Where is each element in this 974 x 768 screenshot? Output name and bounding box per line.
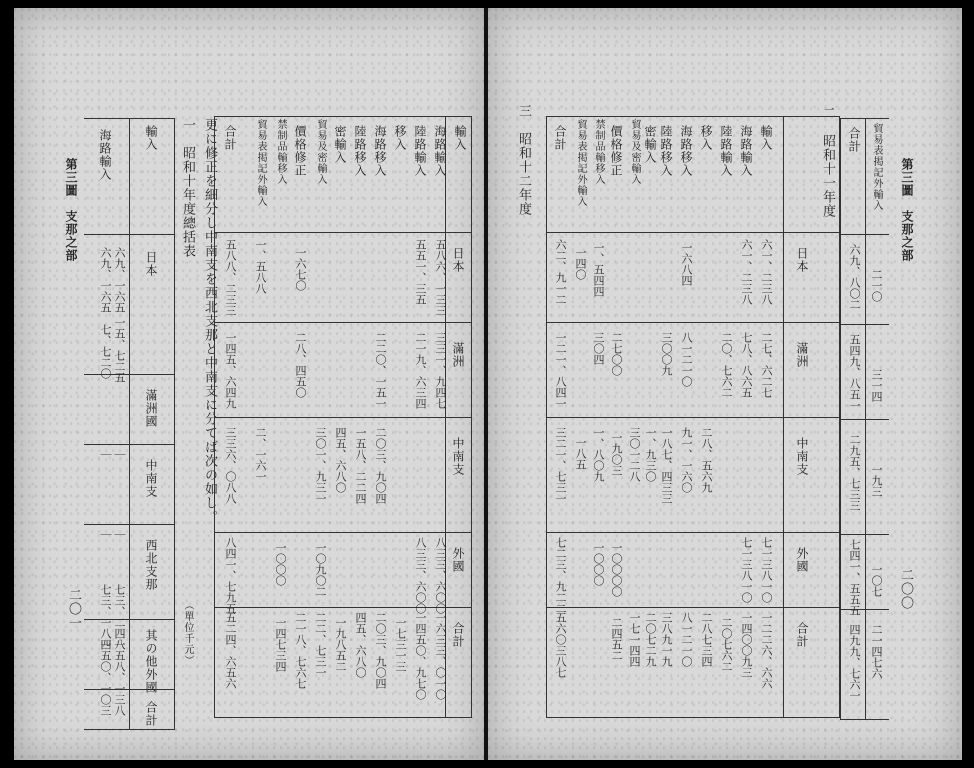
central-cell-9: 三三六、〇八八 bbox=[224, 427, 237, 504]
t2-central-3: 一、九三〇 bbox=[644, 427, 657, 482]
t2-total-9: 五六〇三八七 bbox=[554, 612, 567, 678]
row-label-0: 輸入 bbox=[453, 125, 467, 151]
foreign-cell-6: 一〇〇〇 bbox=[274, 542, 287, 586]
row-label-11: 合計 bbox=[223, 125, 237, 151]
col-header-4: 合計 bbox=[451, 622, 465, 648]
central-cell-0: 二〇三、九〇四 bbox=[374, 427, 387, 504]
total-cell-5: 一九八五二 bbox=[334, 617, 347, 672]
t2-japan-1: 六一、二三八 bbox=[740, 239, 753, 305]
col-header-0: 日本 bbox=[451, 247, 465, 273]
row-label-6: 密輸入 bbox=[333, 125, 347, 164]
japan-cell-9: 五八八、二三三 bbox=[224, 239, 237, 316]
right-top-misc-manchuria: 三一四 bbox=[870, 369, 883, 402]
t2-central-7: 一八五 bbox=[574, 437, 587, 470]
left-running-header: 第三圖 支那之部 bbox=[64, 158, 78, 262]
t2-foreign-8: 七二三、九二二 bbox=[554, 537, 567, 614]
t2-total-5: 三八九一九 bbox=[660, 612, 673, 667]
t2-total-2: 二〇七六二 bbox=[720, 617, 733, 672]
row-label-7: 貿易及密輸入 bbox=[315, 119, 326, 185]
t2-japan-7: 一四〇 bbox=[574, 247, 587, 280]
col-header-2: 中南支 bbox=[451, 437, 465, 476]
right-top-total-japan: 六九、八〇二 bbox=[848, 244, 861, 310]
col-header-3: 外國 bbox=[451, 547, 465, 573]
t2-central-5: 一九〇三 bbox=[610, 432, 623, 476]
t2-col-header-4: 合計 bbox=[795, 622, 809, 648]
t2-manchuria-8: 一二一、八四一 bbox=[554, 332, 567, 409]
section-title-1: 一 昭和十年度總括表 bbox=[180, 118, 195, 258]
col-header-manchukuo: 滿洲國 bbox=[144, 389, 158, 428]
row-label-import: 輸入 bbox=[144, 125, 158, 151]
t2-col-header-3: 外國 bbox=[795, 547, 809, 573]
total-cell-9: 五二四、六五六 bbox=[224, 612, 237, 689]
t2-central-2: 一八七、四三三 bbox=[660, 427, 673, 504]
foreign-cell-1: 八三三、六〇〇 bbox=[414, 537, 427, 614]
right-top-table bbox=[840, 118, 889, 720]
total-cell-7: 二一八、七六七 bbox=[294, 612, 307, 689]
cell-total-central: ｜ bbox=[113, 449, 126, 460]
col-header-other-foreign: 其の他外國 bbox=[144, 629, 158, 694]
t2-foreign-0: 七一三八一〇 bbox=[760, 537, 773, 603]
col-header-1: 滿洲 bbox=[451, 342, 465, 368]
row-label-3: 移入 bbox=[393, 125, 407, 151]
right-top-misc-total: 二一四七六 bbox=[870, 624, 883, 679]
cell-sea-japan: 六九、一六五 bbox=[99, 247, 112, 313]
right-top-total-total: 四九九、七六一 bbox=[848, 624, 861, 701]
t2-row-label-1: 海路輸入 bbox=[739, 125, 753, 177]
body-text-line: 更に修正を細分し中南支を西北支那と中南支に分てば次の如し。 bbox=[202, 118, 217, 524]
col-header-central-south: 中南支 bbox=[144, 459, 158, 498]
right-page bbox=[488, 8, 962, 760]
central-cell-3: 三〇一、九三一 bbox=[314, 427, 327, 504]
t2-japan-6: 一、五四四 bbox=[592, 242, 605, 297]
cell-sea-manchukuo: 七、七二〇 bbox=[99, 324, 112, 379]
total-cell-8: 一四七三四 bbox=[274, 617, 287, 672]
col-header-total: 合計 bbox=[144, 701, 158, 727]
total-cell-6: 二二、七三一 bbox=[314, 612, 327, 678]
section-three-title: 三 昭和十二年度 bbox=[516, 104, 531, 216]
t2-manchuria-2: 二〇、七六二 bbox=[720, 332, 733, 398]
right-top-misc-foreign: 一〇七 bbox=[870, 564, 883, 597]
right-top-row-label-total: 合計 bbox=[847, 127, 861, 153]
t2-total-4: 八一二一〇 bbox=[680, 612, 693, 667]
row-label-5: 陸路移入 bbox=[353, 125, 367, 177]
t2-total-0: 一二二六、六六 bbox=[760, 612, 773, 689]
col-header-northwest: 西北支那 bbox=[144, 539, 158, 591]
t2-total-6: 二〇七二九 bbox=[644, 612, 657, 667]
manchuria-cell-4: 二二〇、一五一 bbox=[374, 332, 387, 409]
left-top-table bbox=[84, 118, 175, 730]
right-top-row-label-misc: 貿易表掲記外輸入 bbox=[871, 123, 882, 211]
t2-col-header-1: 滿洲 bbox=[795, 342, 809, 368]
japan-cell-1: 五五一、三五 bbox=[414, 239, 427, 305]
t2-col-header-2: 中南支 bbox=[795, 437, 809, 476]
unit-note: （單位千元） bbox=[182, 600, 193, 666]
t2-total-7: 一七一四四 bbox=[628, 612, 641, 667]
manchuria-cell-6: 二八、四五〇 bbox=[294, 332, 307, 398]
row-label-1: 海路輸入 bbox=[433, 125, 447, 177]
total-cell-0: 一六三三、〇一〇 bbox=[434, 612, 447, 700]
t2-manchuria-3: 八一二一〇 bbox=[680, 332, 693, 387]
japan-cell-7: 一、五八八 bbox=[254, 239, 267, 294]
foreign-cell-4: 一〇九〇二 bbox=[314, 542, 327, 597]
t2-row-label-11: 合計 bbox=[553, 125, 567, 151]
left-page-number: 二〇一 bbox=[66, 588, 81, 630]
japan-cell-0: 五八六、一三三 bbox=[434, 239, 447, 316]
t2-foreign-1: 七一三八一〇 bbox=[740, 537, 753, 603]
t2-row-label-4: 海路移入 bbox=[679, 125, 693, 177]
cell-sea-central: ｜ bbox=[99, 449, 112, 460]
row-label-10: 貿易表掲記外輸入 bbox=[255, 119, 266, 207]
foreign-cell-9: 八四一、七九五 bbox=[224, 537, 237, 614]
t2-total-1: 一四〇〇九三 bbox=[740, 612, 753, 678]
manchuria-cell-1: 二一九、六三四 bbox=[414, 332, 427, 409]
t2-total-3: 二八七三四 bbox=[700, 612, 713, 667]
row-label-9: 禁制品輸移入 bbox=[275, 119, 286, 185]
cell-sea-total: 一五〇、一〇三 bbox=[99, 639, 112, 716]
row-label-sea-import: 海路輸入 bbox=[98, 129, 112, 181]
t2-foreign-4: 一〇〇〇〇 bbox=[610, 542, 623, 597]
t2-row-label-3: 移入 bbox=[699, 125, 713, 151]
t2-manchuria-7: 三〇四 bbox=[592, 332, 605, 365]
central-cell-2: 四五、六八〇 bbox=[334, 427, 347, 493]
t2-row-label-10: 貿易表掲記外輸入 bbox=[575, 119, 586, 207]
right-top-total-central: 二九五、七三三 bbox=[848, 434, 861, 511]
cell-sea-other: 七三、一八四 bbox=[99, 584, 112, 650]
cell-total-northwest: ｜ bbox=[113, 529, 126, 540]
manchuria-cell-9: 一四五、六四九 bbox=[224, 332, 237, 409]
manchuria-cell-0: 三三一、九四七 bbox=[434, 332, 447, 409]
t2-row-label-0: 輸入 bbox=[759, 125, 773, 151]
t2-japan-4: 一六八四 bbox=[680, 242, 693, 286]
foreign-cell-0: 八三三、六〇〇 bbox=[434, 537, 447, 614]
right-top-total-foreign: 七四一、五五五 bbox=[848, 539, 861, 616]
t2-row-label-9: 禁制品輸移入 bbox=[593, 119, 604, 185]
total-cell-4: 四五、六八〇 bbox=[354, 612, 367, 678]
t2-row-label-8: 價格修正 bbox=[609, 125, 623, 177]
right-running-header: 第三圖 支那之部 bbox=[900, 158, 914, 262]
t2-central-4: 三〇一二八 bbox=[628, 427, 641, 482]
total-cell-1: 一四五〇、九七〇 bbox=[414, 612, 427, 700]
t2-manchuria-4: 三〇〇九 bbox=[660, 332, 673, 376]
t2-row-label-5: 陸路移入 bbox=[659, 125, 673, 177]
right-main-table bbox=[546, 116, 840, 718]
t2-row-label-2: 陸路輸入 bbox=[719, 125, 733, 177]
t2-col-header-0: 日本 bbox=[795, 247, 809, 273]
section-two-title: 二 昭和十一年度 bbox=[820, 106, 835, 218]
row-label-2: 陸路輸入 bbox=[413, 125, 427, 177]
t2-foreign-6: 一〇〇〇 bbox=[592, 542, 605, 586]
cell-sea-northwest: ｜ bbox=[99, 529, 112, 540]
left-page bbox=[14, 8, 484, 760]
cell-total-other: 七三、二四八 bbox=[113, 584, 126, 650]
t2-row-label-6: 密輸入 bbox=[643, 125, 657, 164]
t2-central-6: 一、八〇九 bbox=[592, 427, 605, 482]
t2-total-8: 二四五二 bbox=[610, 617, 623, 661]
right-page-number: 二〇〇 bbox=[898, 568, 913, 610]
central-cell-6: 二、一六一 bbox=[254, 427, 267, 482]
cell-total-manchukuo: 一五、七二五 bbox=[113, 317, 126, 383]
col-header-japan: 日本 bbox=[144, 251, 158, 277]
cell-total-total: 一五八、一三八 bbox=[113, 639, 126, 716]
t2-japan-0: 六一、二三八 bbox=[760, 239, 773, 305]
row-label-4: 海路移入 bbox=[373, 125, 387, 177]
t2-row-label-7: 貿易及密輸入 bbox=[629, 119, 640, 185]
t2-central-8: 三二一、七三一 bbox=[554, 427, 567, 504]
t2-central-1: 九一、一六〇 bbox=[680, 427, 693, 493]
t2-manchuria-6: 二七〇〇 bbox=[610, 332, 623, 376]
left-main-table bbox=[214, 116, 472, 718]
cell-total-japan: 六九、一六五 bbox=[113, 247, 126, 313]
t2-japan-8: 六二、九一二 bbox=[554, 239, 567, 305]
row-label-8: 價格修正 bbox=[293, 125, 307, 177]
t2-manchuria-0: 二七、六二七 bbox=[760, 332, 773, 398]
central-cell-1: 一五八、二二四 bbox=[354, 427, 367, 504]
right-top-total-manchuria: 五四九、八五一 bbox=[848, 334, 861, 411]
t2-manchuria-1: 七八、八六五 bbox=[740, 332, 753, 398]
total-cell-2: 一七三一三 bbox=[394, 617, 407, 672]
right-top-misc-central: 一九三 bbox=[870, 464, 883, 497]
t2-central-0: 二八、五六九 bbox=[700, 427, 713, 493]
total-cell-3: 二〇三、九〇四 bbox=[374, 612, 387, 689]
right-top-misc-japan: 二一〇 bbox=[870, 269, 883, 302]
japan-cell-5: 一六七〇 bbox=[294, 247, 307, 291]
